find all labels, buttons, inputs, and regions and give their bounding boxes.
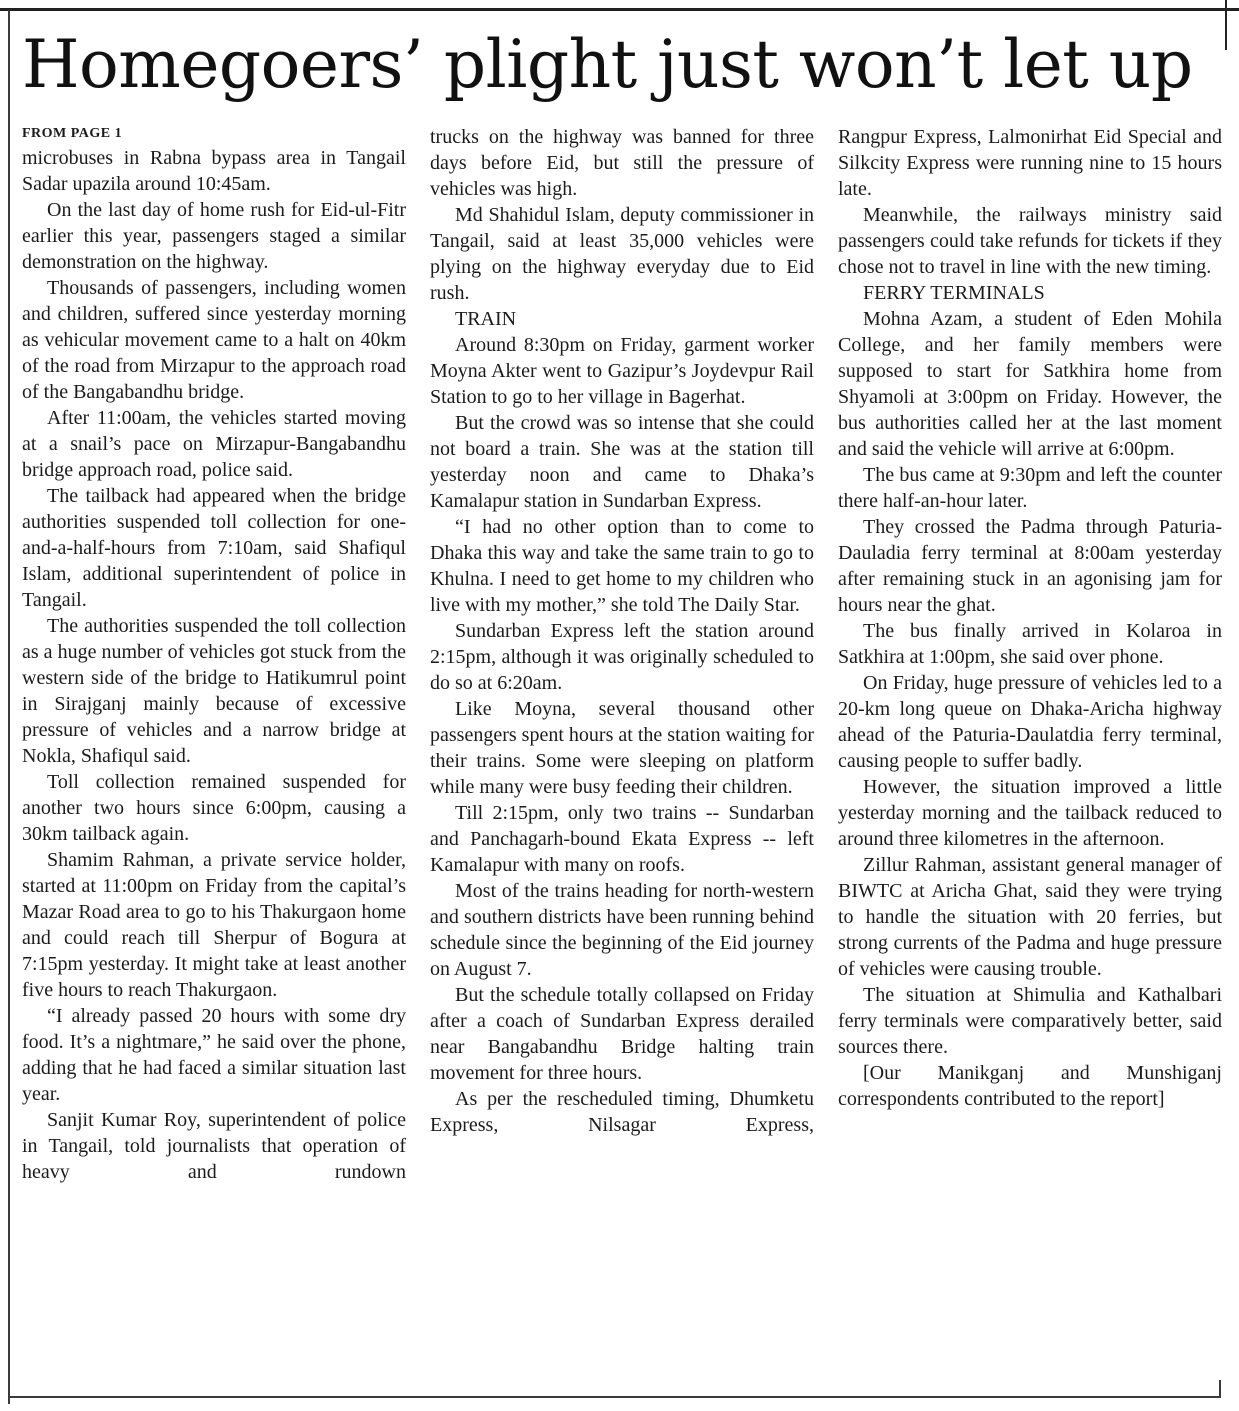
paragraph: “I had no other option than to come to Dhaka this way and take the same train to go to Khulna. I need to get home to my children who live with my mother,” she told The Daily Star. bbox=[430, 516, 814, 616]
paragraph: Most of the trains heading for north-western and southern districts have been running behind schedule since the beginning of the Eid journey on August 7. bbox=[430, 880, 814, 980]
paragraph: Mohna Azam, a student of Eden Mohila College, and her family members were supposed to start for Satkhira home from Shyamoli at 3:00pm on Friday. However, the bus authorities called her at the last moment and said the vehicle will arrive at 6:00pm. bbox=[838, 308, 1222, 460]
paragraph: microbuses in Rabna bypass area in Tangail Sadar upazila around 10:45am. bbox=[22, 147, 406, 195]
paragraph: [Our Manikganj and Munshiganj correspondents contributed to the report] bbox=[838, 1062, 1222, 1110]
paragraph: Shamim Rahman, a private service holder, started at 11:00pm on Friday from the capital’s Mazar Road area to go to his Thakurgaon home and could reach till Sherpur of Bogura at 7:15pm yesterday. It might take at least another five hours to reach Thakurgaon. bbox=[22, 849, 406, 1001]
paragraph: Thousands of passengers, including women and children, suffered since yesterday morning as vehicular movement came to a halt on 40km of the road from Mirzapur to the approach road of the Bangabandhu bridge. bbox=[22, 277, 406, 403]
bottom-border bbox=[8, 1396, 1221, 1398]
paragraph: Zillur Rahman, assistant general manager of BIWTC at Aricha Ghat, said they were trying to handle the situation with 20 ferries, but strong currents of the Padma and huge pressure of vehicles were causing trouble. bbox=[838, 854, 1222, 980]
paragraph: On the last day of home rush for Eid-ul-Fitr earlier this year, passengers staged a similar demonstration on the highway. bbox=[22, 199, 406, 273]
paragraph: Md Shahidul Islam, deputy commissioner in Tangail, said at least 35,000 vehicles were plying on the highway everyday due to Eid rush. bbox=[430, 204, 814, 304]
paragraph: The bus finally arrived in Kolaroa in Satkhira at 1:00pm, she said over phone. bbox=[838, 620, 1222, 668]
paragraph: They crossed the Padma through Paturia-Dauladia ferry terminal at 8:00am yesterday after remaining stuck in an agonising jam for hours near the ghat. bbox=[838, 516, 1222, 616]
paragraph: The authorities suspended the toll collection as a huge number of vehicles got stuck from the western side of the bridge to Hatikumrul point in Sirajganj mainly because of excessive pressure of vehicles and a narrow bridge at Nokla, Shafiqul said. bbox=[22, 615, 406, 767]
paragraph: However, the situation improved a little yesterday morning and the tailback reduced to around three kilometres in the afternoon. bbox=[838, 776, 1222, 850]
paragraph: The tailback had appeared when the bridge authorities suspended toll collection for one-and-a-half-hours from 7:10am, said Shafiqul Islam, additional superintendent of police in Tangail. bbox=[22, 485, 406, 611]
paragraph: Around 8:30pm on Friday, garment worker Moyna Akter went to Gazipur’s Joydevpur Rail Station to go to her village in Bagerhat. bbox=[430, 334, 814, 408]
paragraph: But the schedule totally collapsed on Friday after a coach of Sundarban Express derailed near Bangabandhu Bridge halting train movement for three hours. bbox=[430, 984, 814, 1084]
article-column-2 bbox=[430, 124, 814, 1138]
paragraph: As per the rescheduled timing, Dhumketu Express, Nilsagar Express, bbox=[430, 1088, 814, 1136]
paragraph: trucks on the highway was banned for three days before Eid, but still the pressure of vehicles was high. bbox=[430, 126, 814, 200]
paragraph: “I already passed 20 hours with some dry food. It’s a nightmare,” he said over the phone, adding that he had faced a similar situation last year. bbox=[22, 1005, 406, 1105]
paragraph: Like Moyna, several thousand other passengers spent hours at the station waiting for their trains. Some were sleeping on platform while many were busy feeding their children. bbox=[430, 698, 814, 798]
subheading-train: TRAIN bbox=[455, 308, 517, 330]
paragraph: After 11:00am, the vehicles started moving at a snail’s pace on Mirzapur-Bangabandhu bridge approach road, police said. bbox=[22, 407, 406, 481]
subheading-ferry-terminals: FERRY TERMINALS bbox=[863, 282, 1045, 304]
left-border bbox=[8, 10, 10, 1404]
paragraph: The situation at Shimulia and Kathalbari ferry terminals were comparatively better, said sources there. bbox=[838, 984, 1222, 1058]
from-page-kicker: FROM PAGE 1 bbox=[22, 126, 123, 141]
paragraph: Sundarban Express left the station around 2:15pm, although it was originally scheduled to do so at 6:20am. bbox=[430, 620, 814, 694]
paragraph: Rangpur Express, Lalmonirhat Eid Special and Silkcity Express were running nine to 15 hours late. bbox=[838, 126, 1222, 200]
paragraph: But the crowd was so intense that she could not board a train. She was at the station till yesterday noon and came to Dhaka’s Kamalapur station in Sundarban Express. bbox=[430, 412, 814, 512]
top-right-rule bbox=[1225, 0, 1227, 50]
paragraph: On Friday, huge pressure of vehicles led to a 20-km long queue on Dhaka-Aricha highway ahead of the Paturia-Daulatdia ferry terminal, causing people to suffer badly. bbox=[838, 672, 1222, 772]
paragraph: Sanjit Kumar Roy, superintendent of police in Tangail, told journalists that operation of heavy and rundown bbox=[22, 1109, 406, 1183]
right-border bbox=[1219, 1380, 1221, 1398]
top-rule bbox=[0, 8, 1239, 11]
paragraph: Meanwhile, the railways ministry said passengers could take refunds for tickets if they chose not to travel in line with the new timing. bbox=[838, 204, 1222, 278]
paragraph: The bus came at 9:30pm and left the counter there half-an-hour later. bbox=[838, 464, 1222, 512]
headline: Homegoers’ plight just won’t let up bbox=[22, 26, 1193, 103]
paragraph: Toll collection remained suspended for another two hours since 6:00pm, causing a 30km tailback again. bbox=[22, 771, 406, 845]
article-column-1 bbox=[22, 124, 406, 1185]
paragraph: Till 2:15pm, only two trains -- Sundarban and Panchagarh-bound Ekata Express -- left Kamalapur with many on roofs. bbox=[430, 802, 814, 876]
article-column-3 bbox=[838, 124, 1222, 1112]
